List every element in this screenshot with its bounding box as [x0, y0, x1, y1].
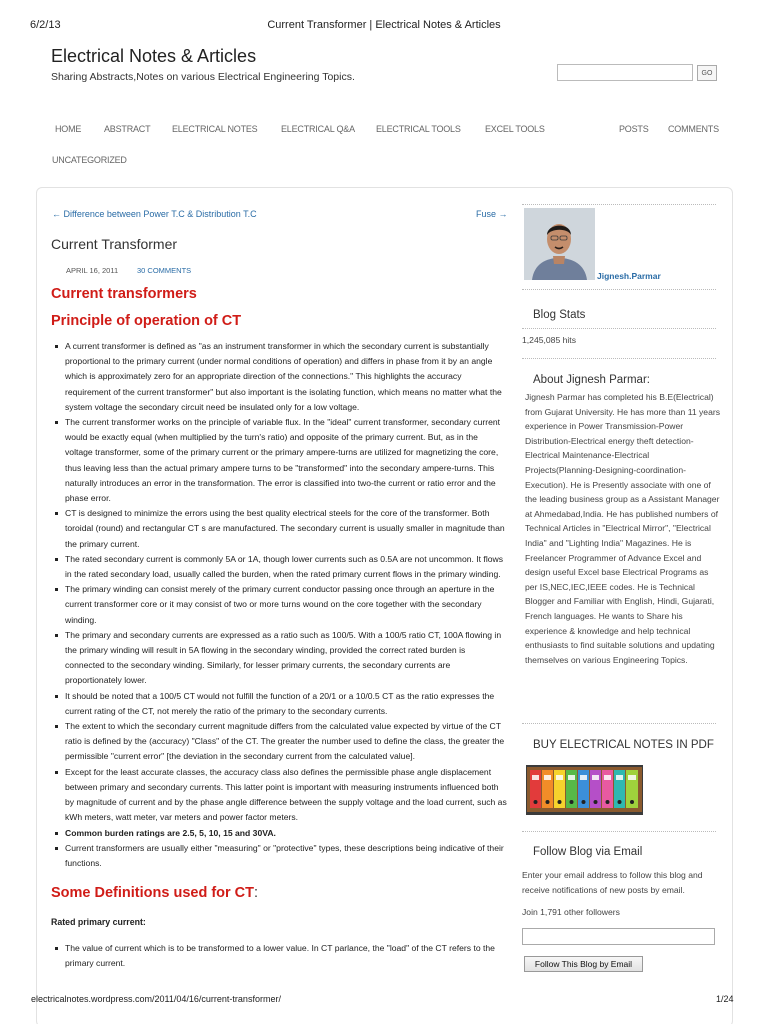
search-input[interactable]	[557, 64, 693, 81]
list-item: The current transformer works on the principle of variable flux. In the "ideal" current transformer, secondary current would be exactly equal (when multiplied by the turn's ratio) and opposite of the primary current. But, as in the voltage transformer, some of the primary current or the primary ampere-turns are utilized for magnetizing the core, thus leaving less than the actual primary ampere turns to be "transformed" into the secondary ampere-turns. This naturally introduces an error in the transformation. The error is classified into two-the current or ratio error and the phase error.	[52, 415, 507, 506]
heading-definitions-text: Some Definitions used for CT	[51, 885, 255, 901]
nav-comments[interactable]: COMMENTS	[668, 124, 719, 134]
comments-link[interactable]: 30 COMMENTS	[137, 266, 192, 275]
prev-post-link[interactable]: ← Difference between Power T.C & Distribution T.C	[52, 209, 257, 219]
heading-principle-of-operation: Principle of operation of CT	[51, 313, 242, 329]
blog-hits: 1,245,085 hits	[522, 335, 576, 345]
list-item: Common burden ratings are 2.5, 5, 10, 15 and 30VA.	[52, 826, 507, 841]
heading-definitions	[51, 885, 258, 901]
list-item: The value of current which is to be transformed to a lower value. In CT parlance, the "load" of the CT refers to the primary current.	[52, 941, 507, 971]
post-date: APRIL 16, 2011	[66, 266, 119, 275]
sidebar-divider	[522, 358, 716, 359]
list-item: The rated secondary current is commonly 5A or 1A, though lower currents such as 0.5A are not uncommon. It flows in the rated secondary load, usually called the burden, when the rated primary current flows in the primary winding.	[52, 552, 507, 582]
list-item: The primary and secondary currents are expressed as a ratio such as 100/5. With a 100/5 ratio CT, 100A flowing in the primary winding will result in 5A flowing in the secondary winding, provided the correct rated burden is connected to the secondary winding. Similarly, for lesser primary currents, the secondary currents are proportionately lower.	[52, 628, 507, 689]
nav-posts[interactable]: POSTS	[619, 124, 649, 134]
nav-abstract[interactable]: ABSTRACT	[104, 124, 151, 134]
list-item: CT is designed to minimize the errors using the best quality electrical steels for the core of the transformer. Both toroidal (round) and rectangular CT s are manufactured. The secondary current is usually smaller in magnitude than the primary current.	[52, 506, 507, 552]
blog-stats-title: Blog Stats	[533, 309, 586, 321]
sidebar-divider	[522, 723, 716, 724]
principle-bullet-list	[52, 339, 507, 871]
print-date: 6/2/13	[30, 19, 61, 31]
next-post-link[interactable]: Fuse →	[476, 209, 508, 219]
followers-count: Join 1,791 other followers	[522, 907, 620, 917]
print-footer-page: 1/24	[716, 994, 734, 1004]
binders-image[interactable]	[526, 765, 643, 815]
list-item: The primary winding can consist merely of the primary current conductor passing once through an aperture in the current transformer core or it may consist of two or more turns wound on the core together with the secondary winding.	[52, 582, 507, 628]
author-bio: Jignesh Parmar has completed his B.E(Electrical) from Gujarat University. He has more than 11 years experience in Power Transmission-Power Distribution-Electrical energy theft detection-Electrical Maintenance-Electrical Projects(Planning-Designing-coordination-Execution). He is Presently associate with one of the leading business group as a Assistant Manager at Ahmedabad,India. He has published numbers of Technical Articles in "Electrical Mirror", "Electrical India" and "Lighting India" Magazines. He is Freelancer Programmer of Advance Excel and design useful Excel base Electrical Programs as per IS,NEC,IEC,IEEE codes. He is Technical Blogger and Familiar with English, Hindi, Gujarati, French languages. He wants to Share his experience & knowledge and help technical enthusiasts to find suitable solutions and updating themselves on various Engineering Topics.	[525, 392, 721, 665]
binders-icon	[526, 765, 643, 815]
definition-bullet-list	[52, 941, 507, 971]
search-button[interactable]: GO	[697, 65, 717, 81]
print-footer-url: electricalnotes.wordpress.com/2011/04/16/current-transformer/	[31, 994, 281, 1004]
post-title: Current Transformer	[51, 236, 178, 252]
sidebar-divider	[522, 328, 716, 329]
nav-electrical-qa[interactable]: ELECTRICAL Q&A	[281, 124, 355, 134]
heading-definitions-colon: :	[254, 885, 259, 901]
follow-title: Follow Blog via Email	[533, 846, 643, 858]
sidebar-divider	[522, 289, 716, 290]
follow-text: Enter your email address to follow this blog and receive notifications of new posts by email.	[522, 870, 703, 895]
nav-uncategorized[interactable]: UNCATEGORIZED	[52, 155, 127, 165]
list-item: Current transformers are usually either "measuring" or "protective" types, these descriptions being indicative of their functions.	[52, 841, 507, 871]
sidebar-divider	[522, 831, 716, 832]
rated-primary-label: Rated primary current:	[51, 917, 146, 927]
site-tagline: Sharing Abstracts,Notes on various Electrical Engineering Topics.	[51, 71, 355, 83]
print-header	[0, 0, 768, 31]
heading-current-transformers: Current transformers	[51, 286, 197, 302]
sidebar-divider	[522, 204, 716, 205]
print-title: Current Transformer | Electrical Notes & Articles	[267, 19, 501, 31]
nav-electrical-tools[interactable]: ELECTRICAL TOOLS	[376, 124, 461, 134]
post-meta	[66, 266, 192, 275]
list-item: Except for the least accurate classes, the accuracy class also defines the permissible phase angle displacement between primary and secondary currents. This latter point is important with measuring instruments influenced both by magnitude of current and by the phase angle difference between the supply voltage and the load current, such as kWh meters, watt meter, var meters and power factor meters.	[52, 765, 507, 826]
pdf-title: BUY ELECTRICAL NOTES IN PDF	[533, 739, 714, 751]
list-item: The extent to which the secondary current magnitude differs from the calculated value expected by virtue of the CT ratio is defined by the (accuracy) "Class" of the CT. The greater the number used to define the class, the greater the permissible "current error" [the deviation in the secondary current from the calculated value].	[52, 719, 507, 765]
person-photo-icon	[524, 208, 595, 280]
nav-excel-tools[interactable]: EXCEL TOOLS	[485, 124, 545, 134]
site-title[interactable]: Electrical Notes & Articles	[51, 46, 257, 66]
list-item: It should be noted that a 100/5 CT would not fulfill the function of a 20/1 or a 10/0.5 CT as the ratio expresses the current rating of the CT, not merely the ratio of the primary to the secondary currents.	[52, 689, 507, 719]
author-name-link[interactable]: Jignesh.Parmar	[597, 271, 661, 281]
follow-button[interactable]: Follow This Blog by Email	[524, 956, 643, 972]
nav-home[interactable]: HOME	[55, 124, 82, 134]
author-avatar[interactable]	[524, 208, 595, 280]
list-item: A current transformer is defined as "as an instrument transformer in which the secondary current is substantially proportional to the primary current (under normal conditions of operation) and differs in phase from it by an angle which is approximately zero for an appropriate direction of the connections." This highlights the accuracy requirement of the current transformer" but also important is the isolating function, which means no matter what the system voltage the secondary circuit need be insulated only for a low voltage.	[52, 339, 507, 415]
nav-electrical-notes[interactable]: ELECTRICAL NOTES	[172, 124, 258, 134]
email-field[interactable]	[522, 928, 715, 945]
about-title: About Jignesh Parmar:	[533, 374, 650, 386]
